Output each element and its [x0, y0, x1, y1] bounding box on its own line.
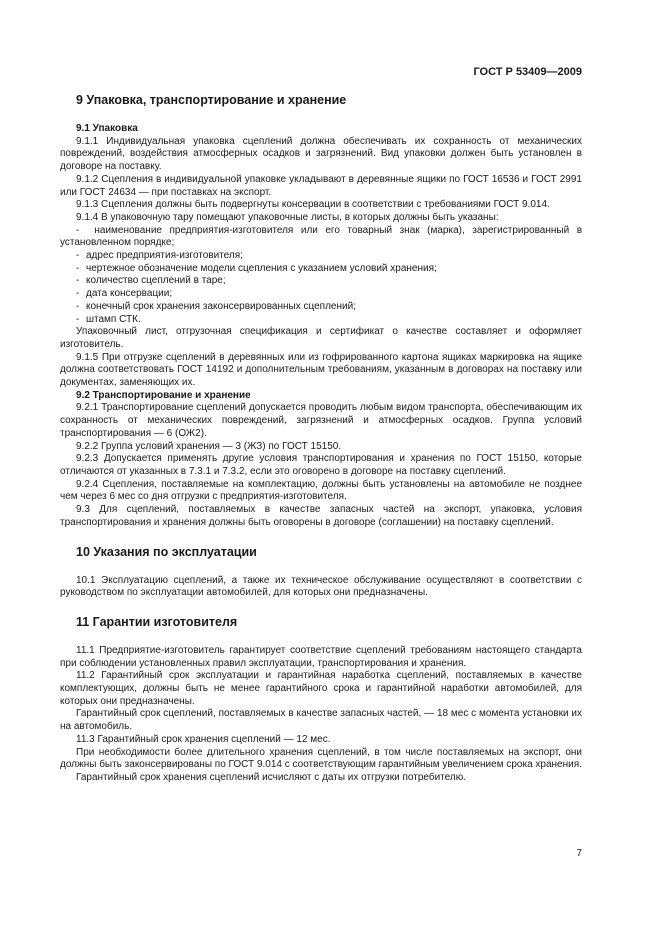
paragraph-11-3-extended: При необходимости более длительного хранения сцеплений, в том числе поставляемых на экспорт, они должны быть законсервированы по ГОСТ 9.014 с соответствующим гарантийным увеличением срока хранения. [60, 746, 582, 771]
paragraph-11-3-start: Гарантийный срок хранения сцеплений исчисляют с даты их отгрузки потребителю. [76, 771, 466, 783]
paragraph-11-1: 11.1 Предприятие-изготовитель гарантирует соответствие сцеплений требованиям настоящего стандарта при соблюдении установленных правил эксплуатации, транспортирования и хранения. [60, 644, 582, 669]
list-dash: - [76, 224, 95, 236]
list-dash: - [76, 262, 80, 274]
list-item [60, 314, 582, 327]
section-11-title: 11 Гарантии изготовителя [76, 614, 238, 629]
paragraph-9-2-3: 9.2.3 Допускается применять другие условия транспортирования и хранения по ГОСТ 15150, которые отличаются от указанных в 7.3.1 и 7.3.2, если это оговорено в договоре на поставку сцеплений. [60, 453, 582, 477]
list-item-text: штамп СТК. [86, 313, 141, 325]
paragraph-11-3: 11.3 Гарантийный срок хранения сцеплений — 12 мес. [76, 733, 331, 745]
list-item-text: дата консервации; [86, 288, 173, 300]
standard-header: ГОСТ Р 53409—2009 [473, 66, 582, 78]
document-body [60, 92, 582, 785]
paragraph-9-1-1: 9.1.1 Индивидуальная упаковка сцеплений должна обеспечивать их сохранность от механических повреждений, воздействия атмосферных осадков и загрязнений. Вид упаковки должен быть установлен в договоре на поставку. [60, 135, 582, 173]
list-item-first [60, 225, 582, 250]
paragraph-9-2-4: 9.2.4 Сцепления, поставляемые на комплектацию, должны быть установлены на автомобиле не позднее чем через 6 мес со дня отгрузки с предприятия-изготовителя. [60, 478, 582, 503]
section-10-title: 10 Указания по эксплуатации [76, 544, 257, 559]
paragraph-10-1: 10.1 Эксплуатацию сцеплений, а также их техническое обслуживание осуществляют в соответствии с руководством по эксплуатации автомобилей, для которых они предназначены. [60, 574, 582, 599]
list-item [60, 250, 582, 263]
paragraph-9-1-5: 9.1.5 При отгрузке сцеплений в деревянных или из гофрированного картона ящиках маркировка на ящике должна соответствовать ГОСТ 14192 и дополнительным требованиям, указанным в договорах на поставку или документах, заменяющих их. [60, 351, 582, 389]
paragraph-9-3: 9.3 Для сцеплений, поставляемых в качестве запасных частей на экспорт, упаковка, условия транспортирования и хранения должны быть оговорены в договоре (соглашении) на поставку сцеплений. [60, 504, 582, 528]
paragraph-9-1-4-note: Упаковочный лист, отгрузочная спецификация и сертификат о качестве составляет и оформляет изготовитель. [60, 326, 582, 350]
list-dash: - [76, 300, 80, 312]
list-item [60, 275, 582, 288]
page-number: 7 [576, 848, 582, 859]
list-item [60, 301, 582, 314]
paragraph-11-2: 11.2 Гарантийный срок эксплуатации и гарантийная наработка сцеплений, поставляемых в качестве комплектующих, должны быть не менее гарантийного срока и гарантийной наработки автомобилей, для которых они предназначены. [60, 670, 582, 707]
list-item [60, 263, 582, 276]
list-item-text: адрес предприятия-изготовителя; [86, 250, 243, 262]
list-dash: - [76, 275, 80, 287]
section-9-title: 9 Упаковка, транспортирование и хранение [76, 93, 347, 107]
paragraph-9-1-2: 9.1.2 Сцепления в индивидуальной упаковке укладывают в деревянные ящики по ГОСТ 16536 и ГОСТ 2991 или ГОСТ 24634 — при поставках на экспорт. [60, 173, 582, 198]
list-dash: - [76, 288, 80, 300]
paragraph-11-2-spare-parts: Гарантийный срок сцеплений, поставляемых в качестве запасных частей, — 18 мес с момента установки их на автомобиль. [60, 708, 582, 733]
paragraph-9-2-1: 9.2.1 Транспортирование сцеплений допускается проводить любым видом транспорта, обеспечивающим их сохранность от механических повреждений, загрязнений и атмосферных осадков. Группа условий транспортирования — 6 (ОЖ2). [60, 402, 582, 439]
paragraph-9-2-2: 9.2.2 Группа условий хранения — 3 (ЖЗ) по ГОСТ 15150. [76, 440, 342, 452]
list-item-text: наименование предприятия-изготовителя или его товарный знак (марка), зарегистрированный в установленном порядке; [60, 224, 583, 249]
list-item-text: количество сцеплений в таре; [86, 275, 226, 287]
subsection-9-1-title: 9.1 Упаковка [76, 123, 138, 134]
list-item-text: чертежное обозначение модели сцепления с указанием условий хранения; [86, 262, 437, 274]
list-item-text: конечный срок хранения законсервированных сцеплений; [86, 300, 356, 312]
list-dash: - [76, 313, 80, 325]
paragraph-9-1-4: 9.1.4 В упаковочную тару помещают упаковочные листы, в которых должны быть указаны: [76, 211, 499, 223]
paragraph-9-1-3: 9.1.3 Сцепления должны быть подвергнуты консервации в соответствии с требованиями ГОСТ 9.014. [76, 199, 550, 211]
list-item [60, 288, 582, 301]
subsection-9-2-title: 9.2 Транспортирование и хранение [76, 389, 251, 401]
list-dash: - [76, 250, 80, 262]
